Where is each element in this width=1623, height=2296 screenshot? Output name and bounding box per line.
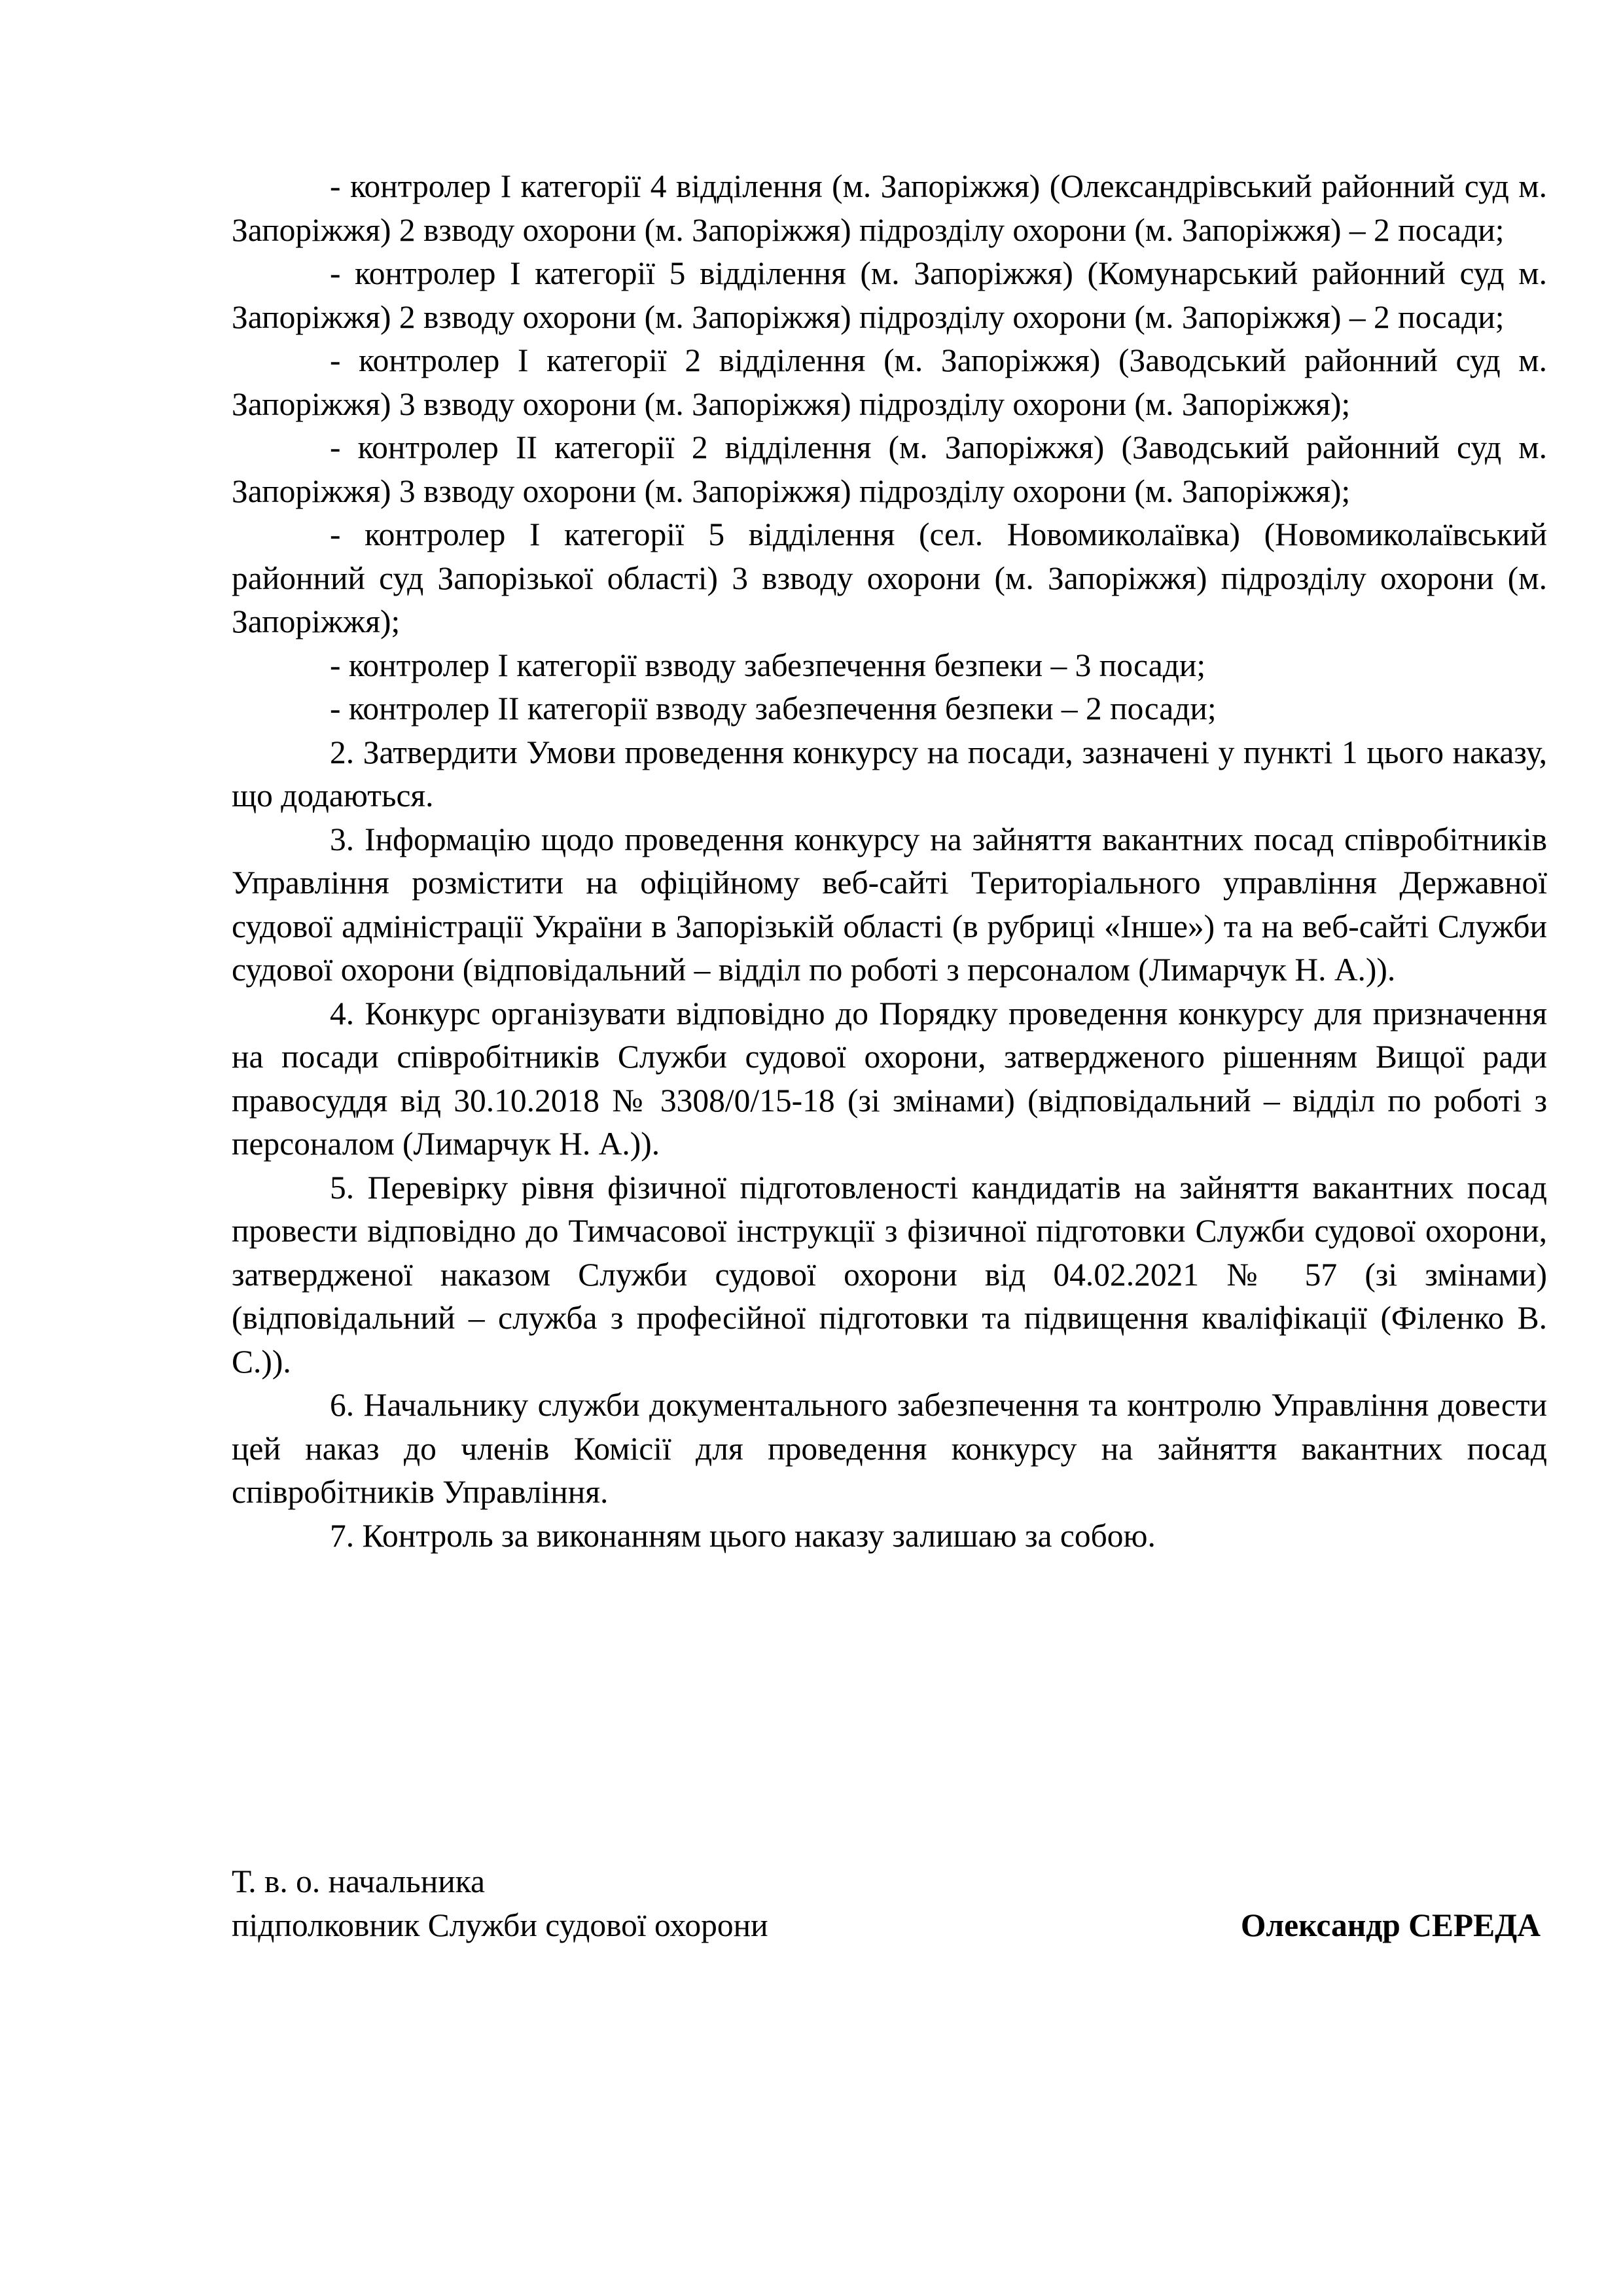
signature-position-line-2: підполковник Служби судової охорони: [232, 1907, 768, 1943]
document-body: [232, 165, 1547, 1558]
clause-5: 5. Перевірку рівня фізичної підготовленості кандидатів на зайняття вакантних посад провести відповідно до Тимчасової інструкції з фізичної підготовки Служби судової охорони, затвердженої наказом Служби судової охорони від 04.02.2021 № 57 (зі змінами) (відповідальний – служба з професійної підготовки та підвищення кваліфікації (Філенко В. С.)).: [232, 1169, 1547, 1380]
list-item-controller-6: - контролер I категорії взводу забезпечення безпеки – 3 посади;: [330, 647, 1206, 683]
clause-2: 2. Затвердити Умови проведення конкурсу на посади, зазначені у пункті 1 цього наказу, що додаються.: [232, 734, 1547, 814]
list-item-controller-2: - контролер I категорії 5 відділення (м. Запоріжжя) (Комунарський районний суд м. Запоріжжя) 2 взводу охорони (м. Запоріжжя) підрозділу охорони (м. Запоріжжя) – 2 посади;: [232, 255, 1547, 335]
signature-row: [232, 1904, 1547, 1948]
clause-7: 7. Контроль за виконанням цього наказу залишаю за собою.: [330, 1517, 1156, 1554]
signature-block: [232, 1860, 1547, 1947]
list-item-controller-5: - контролер I категорії 5 відділення (сел. Новомиколаївка) (Новомиколаївський районний суд Запорізької області) 3 взводу охорони (м. Запоріжжя) підрозділу охорони (м. Запоріжжя);: [232, 516, 1547, 639]
clause-4: 4. Конкурс організувати відповідно до Порядку проведення конкурсу для призначення на посади співробітників Служби судової охорони, затвердженого рішенням Вищої ради правосуддя від 30.10.2018 № 3308/0/15-18 (зі змінами) (відповідальний – відділ по роботі з персоналом (Лимарчук Н. А.)).: [232, 995, 1547, 1162]
signature-position-line-1: Т. в. о. начальника: [232, 1863, 485, 1899]
clause-6: 6. Начальнику служби документального забезпечення та контролю Управління довести цей наказ до членів Комісії для проведення конкурсу на зайняття вакантних посад співробітників Управління.: [232, 1387, 1547, 1510]
list-item-controller-4: - контролер II категорії 2 відділення (м. Запоріжжя) (Заводський районний суд м. Запоріжжя) 3 взводу охорони (м. Запоріжжя) підрозділу охорони (м. Запоріжжя);: [232, 429, 1547, 509]
clause-3: 3. Інформацію щодо проведення конкурсу на зайняття вакантних посад співробітників Управління розмістити на офіційному веб-сайті Територіального управління Державної судової адміністрації України в Запорізькій області (в рубриці «Інше») та на веб-сайті Служби судової охорони (відповідальний – відділ по роботі з персоналом (Лимарчук Н. А.)).: [232, 821, 1547, 988]
list-item-controller-3: - контролер I категорії 2 відділення (м. Запоріжжя) (Заводський районний суд м. Запоріжжя) 3 взводу охорони (м. Запоріжжя) підрозділу охорони (м. Запоріжжя);: [232, 342, 1547, 422]
list-item-controller-1: - контролер I категорії 4 відділення (м. Запоріжжя) (Олександрівський районний суд м. Запоріжжя) 2 взводу охорони (м. Запоріжжя) підрозділу охорони (м. Запоріжжя) – 2 посади;: [232, 168, 1547, 248]
signatory-name: Олександр СЕРЕДА: [1240, 1907, 1541, 1943]
list-item-controller-7: - контролер II категорії взводу забезпечення безпеки – 2 посади;: [330, 691, 1217, 726]
